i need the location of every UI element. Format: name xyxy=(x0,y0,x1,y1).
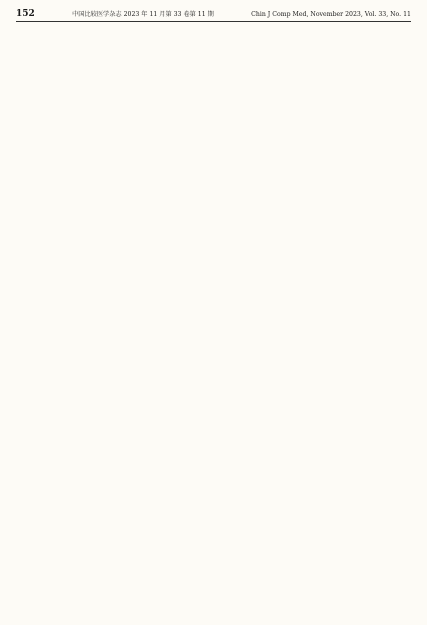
journal-title-en: Chin J Comp Med, November 2023, Vol. 33, No. 11 xyxy=(251,11,411,18)
page-number: 152 xyxy=(16,9,35,19)
journal-title-cn: 中国比较医学杂志 2023 年 11 月第 33 卷第 11 期 xyxy=(72,11,214,18)
running-header xyxy=(16,10,411,22)
